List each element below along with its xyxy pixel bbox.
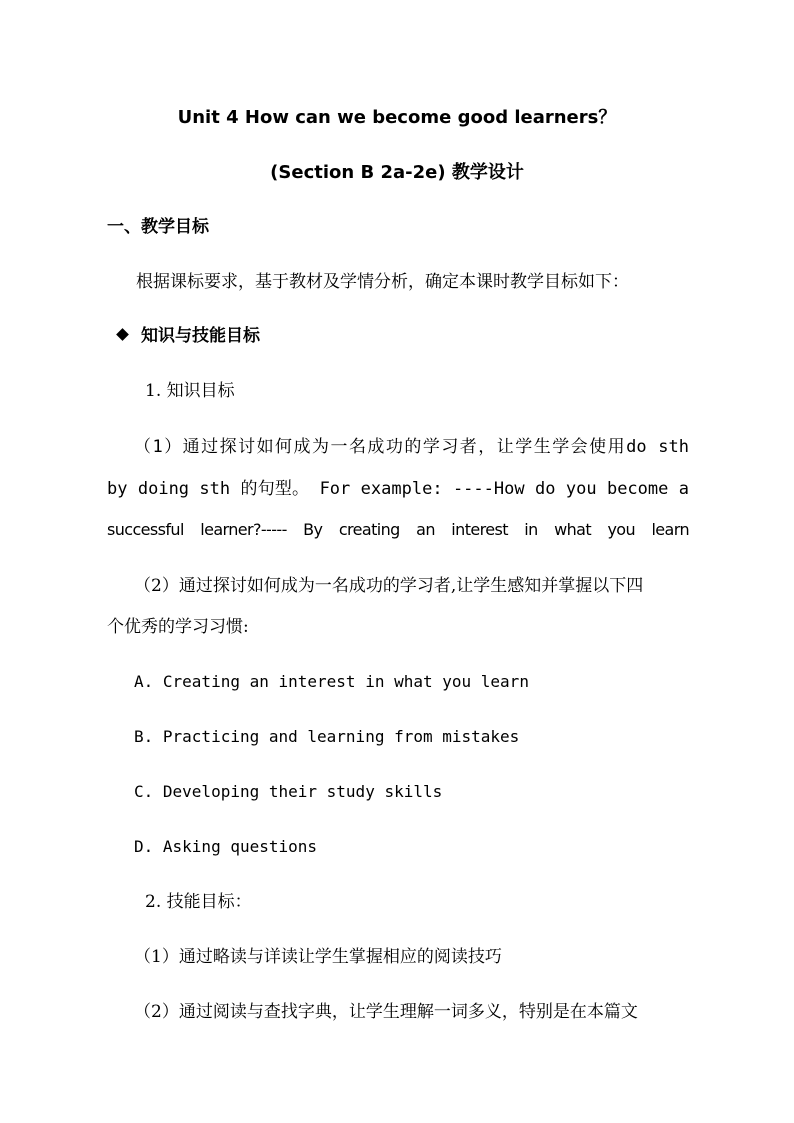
habit-item-b: B. Practicing and learning from mistakes bbox=[134, 727, 520, 746]
skill-item-1: （1）通过略读与详读让学生掌握相应的阅读技巧 bbox=[134, 947, 502, 967]
knowledge-item2-line1: （2）通过探讨如何成为一名成功的学习者,让学生感知并掌握以下四 bbox=[134, 576, 644, 596]
knowledge-item2-line2: 个优秀的学习习惯: bbox=[107, 617, 249, 637]
knowledge-item1-line1: （1）通过探讨如何成为一名成功的学习者，让学生学会使用do sth bbox=[134, 437, 689, 457]
knowledge-item1-line3: successful learner?----- By creating an interest in what you learn bbox=[107, 520, 689, 539]
document-subtitle: (Section B 2a-2e) 教学设计 bbox=[270, 162, 524, 183]
subheading-label: 知识与技能目标 bbox=[141, 326, 260, 346]
section-heading-objectives: 一、教学目标 bbox=[107, 217, 209, 237]
skill-item-2: （2）通过阅读与查找字典，让学生理解一词多义，特别是在本篇文 bbox=[134, 1002, 638, 1022]
skill-goal-heading: 2. 技能目标： bbox=[145, 892, 252, 912]
diamond-bullet-icon bbox=[116, 328, 129, 341]
document-title: Unit 4 How can we become good learners？ bbox=[177, 107, 617, 128]
habit-item-a: A. Creating an interest in what you learn bbox=[134, 672, 529, 691]
habit-item-c: C. Developing their study skills bbox=[134, 782, 443, 801]
knowledge-item1-line2: by doing sth 的句型。 For example: ----How do you become a bbox=[107, 479, 689, 499]
objectives-intro: 根据课标要求，基于教材及学情分析，确定本课时教学目标如下： bbox=[136, 272, 629, 292]
knowledge-goal-heading: 1. 知识目标 bbox=[145, 381, 235, 401]
subheading-knowledge-skills bbox=[118, 326, 260, 346]
habit-item-d: D. Asking questions bbox=[134, 837, 318, 856]
